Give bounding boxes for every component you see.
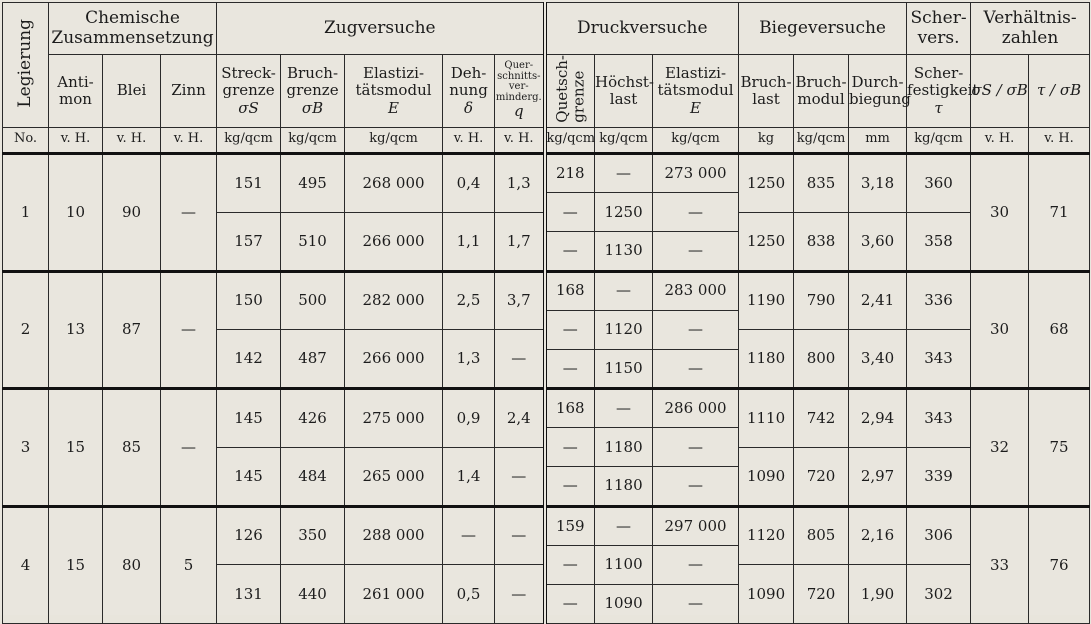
bruchmodul-value: 720 — [794, 447, 849, 506]
quetsch-value: — — [545, 193, 595, 232]
unit-mm: mm — [849, 127, 907, 153]
bruchmodul-value: 790 — [794, 271, 849, 330]
alloy-no: 3 — [3, 389, 49, 507]
ratio1-value: 33 — [971, 506, 1029, 624]
bruch-value: 426 — [281, 389, 345, 448]
bruchmodul-value: 835 — [794, 153, 849, 212]
d-elast-value: — — [653, 545, 739, 584]
hoechst-value: 1180 — [595, 467, 653, 506]
header-verhaeltnis: Verhältnis- zahlen — [971, 3, 1090, 55]
header-scher: Scher- vers. — [907, 3, 971, 55]
header-d-elast: Elastizi- tätsmodul E — [653, 55, 739, 128]
scher-value: 358 — [907, 212, 971, 271]
quer-value: 1,3 — [495, 153, 545, 212]
zinn-value: — — [161, 271, 217, 389]
dehnung-value: 0,9 — [443, 389, 495, 448]
unit-no: No. — [3, 127, 49, 153]
header-quer: Quer- schnitts- ver- minderg. q — [495, 55, 545, 128]
bruchlast-value: 1120 — [739, 506, 794, 565]
ratio2-value: 76 — [1029, 506, 1090, 624]
header-dehnung: Deh- nung δ — [443, 55, 495, 128]
quetsch-value: — — [545, 467, 595, 506]
unit-kgqcm: kg/qcm — [281, 127, 345, 153]
blei-value: 87 — [103, 271, 161, 389]
bruch-value: 350 — [281, 506, 345, 565]
antimon-value: 15 — [49, 506, 103, 624]
hoechst-value: 1250 — [595, 193, 653, 232]
hoechst-value: 1150 — [595, 349, 653, 388]
hoechst-value: 1180 — [595, 428, 653, 467]
ratio1-value: 30 — [971, 271, 1029, 389]
table-row — [3, 506, 1090, 526]
unit-vh: v. H. — [1029, 127, 1090, 153]
unit-kgqcm: kg/qcm — [595, 127, 653, 153]
blei-value: 85 — [103, 389, 161, 507]
unit-vh: v. H. — [103, 127, 161, 153]
unit-vh: v. H. — [443, 127, 495, 153]
blei-value: 80 — [103, 506, 161, 624]
quetsch-value: — — [545, 585, 595, 624]
quer-value: — — [495, 330, 545, 389]
durch-value: 3,60 — [849, 212, 907, 271]
durch-value: 3,40 — [849, 330, 907, 389]
bruchlast-value: 1180 — [739, 330, 794, 389]
quetsch-value: — — [545, 310, 595, 349]
header-quetsch: Quetsch- grenze — [545, 55, 595, 128]
scher-value: 339 — [907, 447, 971, 506]
bruch-value: 484 — [281, 447, 345, 506]
scher-value: 306 — [907, 506, 971, 565]
header-hoechst: Höchst- last — [595, 55, 653, 128]
elast-value: 275 000 — [345, 389, 443, 448]
zinn-value: — — [161, 153, 217, 271]
elast-value: 265 000 — [345, 447, 443, 506]
elast-value: 261 000 — [345, 565, 443, 624]
dehnung-value: 0,4 — [443, 153, 495, 212]
scher-value: 360 — [907, 153, 971, 212]
quetsch-value: — — [545, 428, 595, 467]
d-elast-value: 283 000 — [653, 271, 739, 310]
hoechst-value: — — [595, 271, 653, 310]
elast-value: 266 000 — [345, 330, 443, 389]
unit-kg: kg — [739, 127, 794, 153]
d-elast-value: 273 000 — [653, 153, 739, 192]
dehnung-value: 1,3 — [443, 330, 495, 389]
antimon-value: 15 — [49, 389, 103, 507]
quer-value: — — [495, 506, 545, 565]
quetsch-value: 159 — [545, 506, 595, 545]
quetsch-value: 168 — [545, 271, 595, 310]
durch-value: 1,90 — [849, 565, 907, 624]
elast-value: 266 000 — [345, 212, 443, 271]
alloy-no: 1 — [3, 153, 49, 271]
antimon-value: 10 — [49, 153, 103, 271]
ratio2-value: 75 — [1029, 389, 1090, 507]
ratio1-value: 30 — [971, 153, 1029, 271]
elast-value: 282 000 — [345, 271, 443, 330]
alloy-no: 2 — [3, 271, 49, 389]
d-elast-value: — — [653, 428, 739, 467]
quetsch-value: — — [545, 545, 595, 584]
quetsch-value: — — [545, 349, 595, 388]
blei-value: 90 — [103, 153, 161, 271]
bruch-value: 510 — [281, 212, 345, 271]
unit-vh: v. H. — [971, 127, 1029, 153]
d-elast-value: — — [653, 349, 739, 388]
header-durchbiegung: Durch- biegung — [849, 55, 907, 128]
bruch-value: 500 — [281, 271, 345, 330]
quer-value: — — [495, 565, 545, 624]
zinn-value: — — [161, 389, 217, 507]
bruchmodul-value: 720 — [794, 565, 849, 624]
header-legierung: Legierung — [3, 3, 49, 128]
bruchmodul-value: 800 — [794, 330, 849, 389]
bruchlast-value: 1110 — [739, 389, 794, 448]
header-elast: Elastizi- tätsmodul E — [345, 55, 443, 128]
bruchlast-value: 1250 — [739, 153, 794, 212]
header-ratio1: σS / σB — [971, 55, 1029, 128]
header-streck: Streck- grenze σS — [217, 55, 281, 128]
hoechst-value: 1100 — [595, 545, 653, 584]
durch-value: 2,16 — [849, 506, 907, 565]
d-elast-value: — — [653, 585, 739, 624]
header-scherfest: Scher- festigkeit τ — [907, 55, 971, 128]
scher-value: 302 — [907, 565, 971, 624]
durch-value: 2,94 — [849, 389, 907, 448]
bruch-value: 440 — [281, 565, 345, 624]
durch-value: 2,41 — [849, 271, 907, 330]
header-antimon: Anti- mon — [49, 55, 103, 128]
header-ratio2: τ / σB — [1029, 55, 1090, 128]
ratio2-value: 68 — [1029, 271, 1090, 389]
hoechst-value: — — [595, 506, 653, 545]
bruch-value: 487 — [281, 330, 345, 389]
elast-value: 288 000 — [345, 506, 443, 565]
header-bruch: Bruch- grenze σB — [281, 55, 345, 128]
header-biegeversuche: Biegeversuche — [739, 3, 907, 55]
header-zinn: Zinn — [161, 55, 217, 128]
d-elast-value: — — [653, 193, 739, 232]
unit-kgqcm: kg/qcm — [545, 127, 595, 153]
bruchlast-value: 1090 — [739, 447, 794, 506]
streck-value: 145 — [217, 389, 281, 448]
quer-value: 3,7 — [495, 271, 545, 330]
d-elast-value: 286 000 — [653, 389, 739, 428]
unit-kgqcm: kg/qcm — [794, 127, 849, 153]
bruch-value: 495 — [281, 153, 345, 212]
elast-value: 268 000 — [345, 153, 443, 212]
unit-vh: v. H. — [49, 127, 103, 153]
zinn-value: 5 — [161, 506, 217, 624]
durch-value: 3,18 — [849, 153, 907, 212]
quetsch-value: 218 — [545, 153, 595, 192]
header-bruchmodul: Bruch- modul — [794, 55, 849, 128]
scher-value: 343 — [907, 389, 971, 448]
table-body — [3, 153, 1090, 623]
unit-vh: v. H. — [161, 127, 217, 153]
bruchmodul-value: 742 — [794, 389, 849, 448]
table-row — [3, 389, 1090, 409]
hoechst-value: — — [595, 389, 653, 428]
streck-value: 150 — [217, 271, 281, 330]
header-blei: Blei — [103, 55, 161, 128]
bruchmodul-value: 838 — [794, 212, 849, 271]
quer-value: 2,4 — [495, 389, 545, 448]
streck-value: 145 — [217, 447, 281, 506]
header-chemische: Chemische Zusammensetzung — [49, 3, 217, 55]
table-row — [3, 153, 1090, 173]
bruchmodul-value: 805 — [794, 506, 849, 565]
hoechst-value: — — [595, 153, 653, 192]
alloy-no: 4 — [3, 506, 49, 624]
durch-value: 2,97 — [849, 447, 907, 506]
unit-kgqcm: kg/qcm — [653, 127, 739, 153]
dehnung-value: 1,1 — [443, 212, 495, 271]
bruchlast-value: 1250 — [739, 212, 794, 271]
scher-value: 336 — [907, 271, 971, 330]
d-elast-value: — — [653, 467, 739, 506]
scher-value: 343 — [907, 330, 971, 389]
header-zugversuche: Zugversuche — [217, 3, 545, 55]
d-elast-value: — — [653, 232, 739, 271]
ratio2-value: 71 — [1029, 153, 1090, 271]
unit-kgqcm: kg/qcm — [217, 127, 281, 153]
dehnung-value: 2,5 — [443, 271, 495, 330]
bruchlast-value: 1190 — [739, 271, 794, 330]
quer-value: 1,7 — [495, 212, 545, 271]
unit-kgqcm: kg/qcm — [907, 127, 971, 153]
header-druckversuche: Druckversuche — [545, 3, 739, 55]
bruchlast-value: 1090 — [739, 565, 794, 624]
streck-value: 142 — [217, 330, 281, 389]
antimon-value: 13 — [49, 271, 103, 389]
quetsch-value: — — [545, 232, 595, 271]
header-bruchlast: Bruch- last — [739, 55, 794, 128]
streck-value: 151 — [217, 153, 281, 212]
alloy-test-table — [2, 2, 1090, 624]
d-elast-value: 297 000 — [653, 506, 739, 545]
streck-value: 131 — [217, 565, 281, 624]
hoechst-value: 1130 — [595, 232, 653, 271]
unit-kgqcm: kg/qcm — [345, 127, 443, 153]
hoechst-value: 1120 — [595, 310, 653, 349]
hoechst-value: 1090 — [595, 585, 653, 624]
dehnung-value: 0,5 — [443, 565, 495, 624]
d-elast-value: — — [653, 310, 739, 349]
quer-value: — — [495, 447, 545, 506]
ratio1-value: 32 — [971, 389, 1029, 507]
unit-vh: v. H. — [495, 127, 545, 153]
table-row — [3, 271, 1090, 291]
dehnung-value: — — [443, 506, 495, 565]
dehnung-value: 1,4 — [443, 447, 495, 506]
quetsch-value: 168 — [545, 389, 595, 428]
streck-value: 126 — [217, 506, 281, 565]
streck-value: 157 — [217, 212, 281, 271]
